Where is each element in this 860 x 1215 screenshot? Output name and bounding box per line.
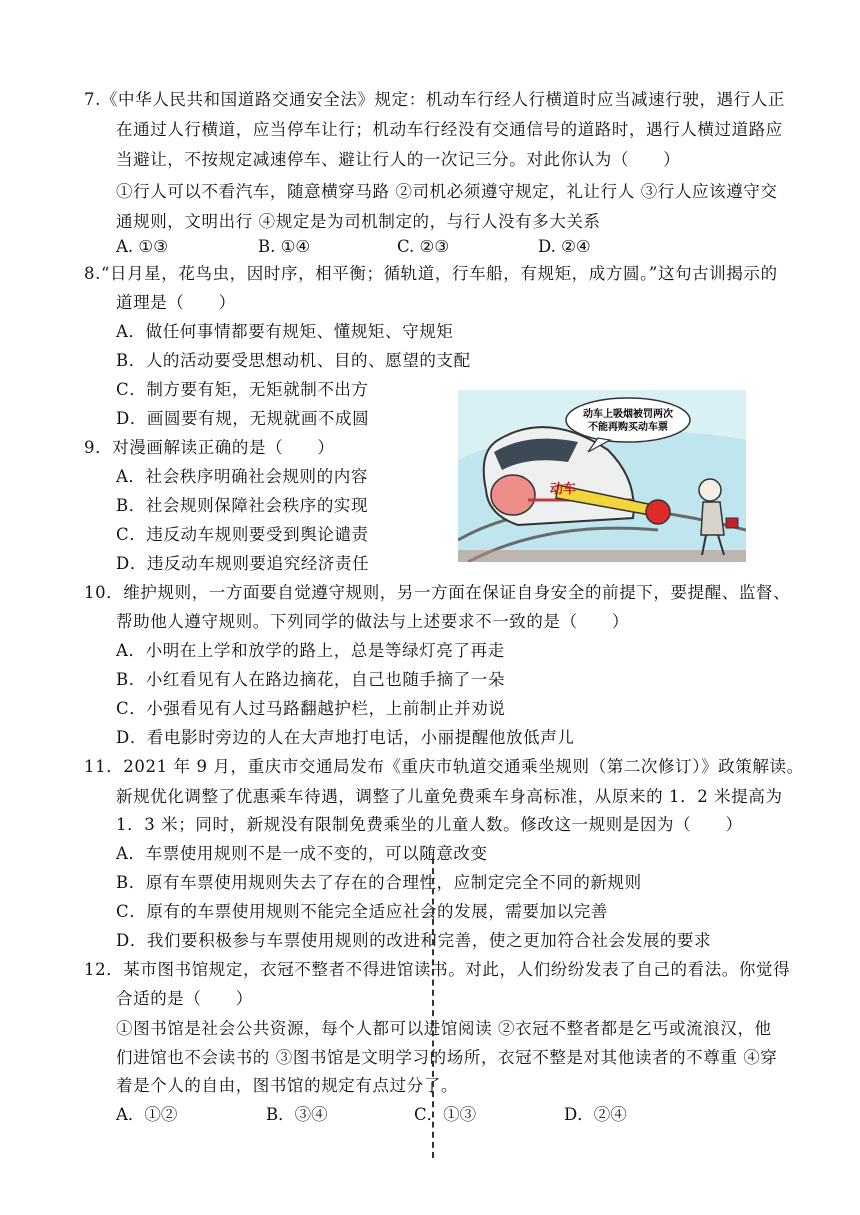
q7-option-a[interactable]: A. ①③: [116, 237, 168, 256]
q11-stem-line-1: 11．2021 年 9 月，重庆市交通局发布《重庆市轨道交通乘坐规则（第二次修订）》政策解读。: [84, 757, 804, 776]
q9-option-c[interactable]: C．违反动车规则要受到舆论谴责: [116, 525, 369, 544]
q11-option-a[interactable]: A．车票使用规则不是一成不变的，可以随意改变: [116, 844, 488, 863]
cartoon-drawing: [458, 390, 746, 562]
q8-option-a[interactable]: A．做任何事情都要有规矩、懂规矩、守规矩: [116, 322, 454, 341]
q8-option-b[interactable]: B．人的活动要受思想动机、目的、愿望的支配: [116, 351, 471, 370]
cartoon-passenger-head: [699, 479, 721, 501]
q12-option-c[interactable]: C．①③: [414, 1105, 477, 1124]
binding-fold-line: [432, 858, 440, 1158]
q7-stem-line-3: 当避让，不按规定减速停车、避让行人的一次记三分。对此你认为（ ）: [116, 150, 681, 169]
q8-stem-line-1: 8.“日月星，花鸟虫，因时序，相平衡；循轨道，行车船，有规矩，成方圆。”这句古训揭示的: [84, 264, 778, 283]
cartoon-speech-line-1: 动车上吸烟被罚两次: [583, 409, 673, 420]
q10-option-d[interactable]: D．看电影时旁边的人在大声地打电话，小丽提醒他放低声儿: [116, 728, 575, 747]
q10-stem-line-1: 10．维护规则，一方面要自觉遵守规则，另一方面在保证自身安全的前提下，要提醒、监督、: [84, 583, 791, 602]
q11-option-d[interactable]: D．我们要积极参与车票使用规则的改进和完善，使之更加符合社会发展的要求: [116, 931, 712, 950]
cartoon-boxing-glove: [646, 500, 670, 524]
q7-stem-line-2: 在通过人行横道，应当停车让行；机动车行经没有交通信号的道路时，遇行人横过道路应: [116, 120, 783, 139]
q11-stem-line-3: 1．3 米；同时，新规没有限制免费乘坐的儿童人数。修改这一规则是因为（ ）: [116, 815, 743, 834]
cartoon-passenger-body: [701, 502, 724, 535]
q12-option-d[interactable]: D．②④: [564, 1105, 627, 1124]
q12-stem-line-1: 12．某市图书馆规定，衣冠不整者不得进馆读书。对此，人们纷纷发表了自己的看法。你觉得: [84, 960, 791, 979]
q9-option-b[interactable]: B．社会规则保障社会秩序的实现: [116, 496, 369, 515]
q7-option-c[interactable]: C. ②③: [397, 237, 450, 256]
q7-option-b[interactable]: B. ①④: [258, 237, 311, 256]
q9-option-d[interactable]: D．违反动车规则要追究经济责任: [116, 554, 370, 573]
cartoon-image: [458, 390, 746, 562]
q7-statements-line-1: ①行人可以不看汽车，随意横穿马路 ②司机必须遵守规定，礼让行人 ③行人应该遵守交: [116, 182, 778, 201]
q12-statements-line-2: 们进馆也不会读书的 ③图书馆是文明学习的场所，衣冠不整是对其他读者的不尊重 ④穿: [116, 1048, 778, 1067]
q12-option-a[interactable]: A．①②: [116, 1105, 178, 1124]
q10-option-c[interactable]: C．小强看见有人过马路翻越护栏，上前制止并劝说: [116, 699, 506, 718]
q10-option-b[interactable]: B．小红看见有人在路边摘花，自己也随手摘了一朵: [116, 670, 505, 689]
q9-stem: 9．对漫画解读正确的是（ ）: [84, 438, 335, 457]
q11-option-b[interactable]: B．原有车票使用规则失去了存在的合理性，应制定完全不同的新规则: [116, 873, 642, 892]
q12-statements-line-3: 着是个人的自由，图书馆的规定有点过分了。: [116, 1076, 458, 1095]
q7-statements-line-2: 通规则，文明出行 ④规定是为司机制定的，与行人没有多大关系: [116, 212, 601, 231]
q11-stem-line-2: 新规优化调整了优惠乘车待遇，调整了儿童免费乘车身高标准，从原来的 1．2 米提高为: [116, 787, 783, 806]
cartoon-passenger-bag: [726, 518, 738, 528]
q8-stem-line-2: 道理是（ ）: [116, 293, 236, 312]
cartoon-train-label: 动车: [550, 482, 577, 497]
cartoon-train-nose: [491, 475, 535, 515]
q12-stem-line-2: 合适的是（ ）: [116, 989, 253, 1008]
q9-option-a[interactable]: A．社会秩序明确社会规则的内容: [116, 467, 368, 486]
q7-option-d[interactable]: D. ②④: [538, 237, 591, 256]
cartoon-speech-bubble: [566, 398, 690, 442]
q7-stem-line-1: 7.《中华人民共和国道路交通安全法》规定：机动车行经人行横道时应当减速行驶，遇行人正: [84, 90, 785, 109]
q12-option-b[interactable]: B．③④: [266, 1105, 328, 1124]
q10-option-a[interactable]: A．小明在上学和放学的路上，总是等绿灯亮了再走: [116, 641, 505, 660]
q10-stem-line-2: 帮助他人遵守规则。下列同学的做法与上述要求不一致的是（ ）: [116, 612, 629, 631]
q12-statements-line-1: ①图书馆是社会公共资源，每个人都可以进馆阅读 ②衣冠不整者都是乞丐或流浪汉，他: [116, 1019, 772, 1038]
cartoon-speech-line-2: 不能再购买动车票: [588, 422, 668, 433]
q11-option-c[interactable]: C．原有的车票使用规则不能完全适应社会的发展，需要加以完善: [116, 902, 609, 921]
q8-option-d[interactable]: D．画圆要有规，无规就画不成圆: [116, 409, 370, 428]
q8-option-c[interactable]: C．制方要有矩，无矩就制不出方: [116, 380, 369, 399]
